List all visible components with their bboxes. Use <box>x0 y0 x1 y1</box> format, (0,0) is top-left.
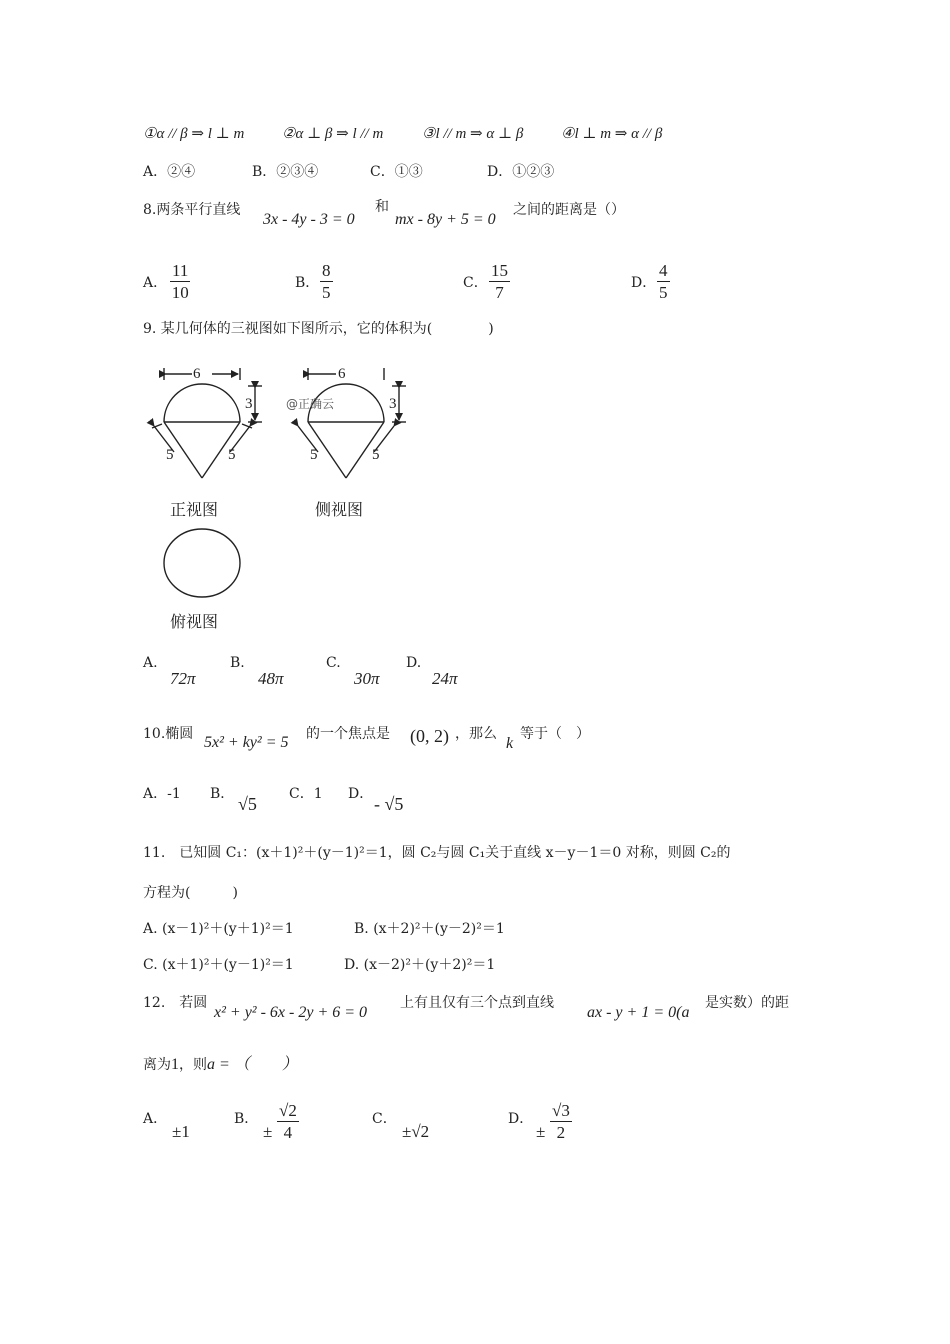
numerator: √3 <box>552 1101 570 1120</box>
q10-choice-d-label: D． <box>348 786 374 802</box>
q8-choice-d-fraction <box>657 262 670 301</box>
q10-var: k <box>506 735 514 752</box>
q12-choice-d-fraction <box>550 1102 572 1141</box>
q7-statement-4: ④l ⊥ m ⇒ α // β <box>561 126 663 142</box>
q9-choice-b-value: 48π <box>258 669 284 688</box>
q9-stem: 9. 某几何体的三视图如下图所示，它的体积为( ) <box>143 321 494 337</box>
denominator: 2 <box>556 1123 566 1142</box>
q7-statement-1: ①α // β ⇒ l ⊥ m <box>143 126 245 142</box>
numerator: √2 <box>279 1101 297 1120</box>
side-slant-right-label: 5 <box>372 447 380 463</box>
q9-choice-a-value: 72π <box>170 669 196 688</box>
q8-choice-a-label: A． <box>143 275 168 291</box>
q10-choice-b-value: √5 <box>238 794 257 814</box>
q12-circle-equation: x² + y² - 6x - 2y + 6 = 0 <box>214 1004 368 1021</box>
q12-choice-b-fraction <box>277 1102 299 1141</box>
q8-choice-a-fraction <box>170 262 190 301</box>
q12-stem-line2: 离为1，则a = （ ） <box>143 1056 298 1073</box>
q10-point: (0, 2) <box>410 726 449 746</box>
q8-choice-c-fraction <box>489 262 510 301</box>
q12-choice-b-label: B． <box>234 1111 259 1127</box>
numerator: 11 <box>172 261 189 280</box>
denominator: 5 <box>322 283 331 302</box>
q7-choice-c: C．①③ <box>370 164 423 180</box>
q10-stem-prefix: 10.椭圆 <box>143 726 194 742</box>
q11-choice-a: A. (x－1)²＋(y＋1)²＝1 <box>143 921 294 937</box>
side-view-caption: 侧视图 <box>315 500 364 519</box>
q7-choice-b: B．②③④ <box>252 164 319 180</box>
q12-stem-prefix: 12. 若圆 <box>143 995 208 1011</box>
front-slant-left-label: 5 <box>166 447 174 463</box>
q8-line2: mx - 8y + 5 = 0 <box>395 211 496 228</box>
q8-stem-suffix: 之间的距离是（） <box>513 202 625 218</box>
q9-choice-c-label: C. <box>326 655 341 671</box>
q11-choice-c: C. (x＋1)²＋(y－1)²＝1 <box>143 957 294 973</box>
q7-statement-2: ②α ⊥ β ⇒ l // m <box>282 126 384 142</box>
q12-stem-mid: 上有且仅有三个点到直线 <box>400 995 554 1011</box>
side-height-label: 3 <box>389 396 397 412</box>
q7-statement-3: ③l // m ⇒ α ⊥ β <box>422 126 524 142</box>
q8-choice-c-label: C． <box>463 275 488 291</box>
denominator: 5 <box>659 283 668 302</box>
q8-stem-prefix: 8.两条平行直线 <box>143 202 241 218</box>
q11-choice-d: D. (x－2)²＋(y＋2)²＝1 <box>344 957 496 973</box>
numerator: 15 <box>491 261 508 280</box>
q12-choice-a-value: ±1 <box>172 1122 190 1141</box>
q12-choice-c-value: ±√2 <box>402 1122 430 1141</box>
q9-choice-c-value: 30π <box>354 669 380 688</box>
front-slant-right-label: 5 <box>228 447 236 463</box>
front-height-label: 3 <box>245 396 253 412</box>
q8-line1: 3x - 4y - 3 = 0 <box>263 211 355 228</box>
q9-choice-d-label: D. <box>406 655 422 671</box>
q8-choice-b-label: B． <box>295 275 320 291</box>
side-width-label: 6 <box>338 366 346 382</box>
front-width-label: 6 <box>193 366 201 382</box>
q11-stem-line1: 11. 已知圆 C₁：(x＋1)²＋(y－1)²＝1，圆 C₂与圆 C₁关于直线 x－y－1＝0 对称，则圆 C₂的 <box>143 845 731 861</box>
q9-front-side-views <box>140 360 420 520</box>
q10-choice-c: C．1 <box>289 786 323 802</box>
q7-choice-a: A．②④ <box>143 164 196 180</box>
q8-choice-d-label: D． <box>631 275 657 291</box>
top-view <box>160 526 246 602</box>
q10-stem-suffix: 等于（ ） <box>520 726 590 742</box>
q10-stem-mid: 的一个焦点是 <box>306 726 390 742</box>
q10-equation: 5x² + ky² = 5 <box>204 734 289 751</box>
q8-conj: 和 <box>375 199 389 215</box>
q9-choice-a-label: A. <box>143 655 158 671</box>
q9-choice-b-label: B. <box>230 655 245 671</box>
q7-choice-d: D．①②③ <box>487 164 555 180</box>
q9-choice-d-value: 24π <box>432 669 458 688</box>
q12-choice-a-label: A． <box>143 1111 168 1127</box>
denominator: 4 <box>283 1123 293 1142</box>
top-view-caption: 俯视图 <box>170 612 219 631</box>
q12-choice-b-pm: ± <box>263 1122 273 1141</box>
q12-choice-c-label: C． <box>372 1111 397 1127</box>
q12-choice-d-pm: ± <box>536 1122 546 1141</box>
numerator: 8 <box>322 261 331 280</box>
q12-choice-d-label: D． <box>508 1111 534 1127</box>
denominator: 10 <box>171 283 189 302</box>
q8-choice-b-fraction <box>320 262 333 301</box>
q11-choice-b: B. (x＋2)²＋(y－2)²＝1 <box>354 921 505 937</box>
front-view-caption: 正视图 <box>170 500 219 519</box>
side-slant-left-label: 5 <box>310 447 318 463</box>
q10-choice-a: A．-1 <box>143 786 181 802</box>
q10-stem-mid2: ，那么 <box>455 726 497 742</box>
denominator: 7 <box>495 283 504 302</box>
q12-stem-suffix: 是实数）的距 <box>705 995 789 1011</box>
q11-stem-line2: 方程为( ) <box>143 885 238 901</box>
q12-line-equation: ax - y + 1 = 0(a <box>587 1004 690 1021</box>
watermark: @正确云 <box>286 397 335 411</box>
q10-choice-b-label: B． <box>210 786 235 802</box>
q10-choice-d-value: - √5 <box>374 794 404 814</box>
numerator: 4 <box>659 261 668 280</box>
